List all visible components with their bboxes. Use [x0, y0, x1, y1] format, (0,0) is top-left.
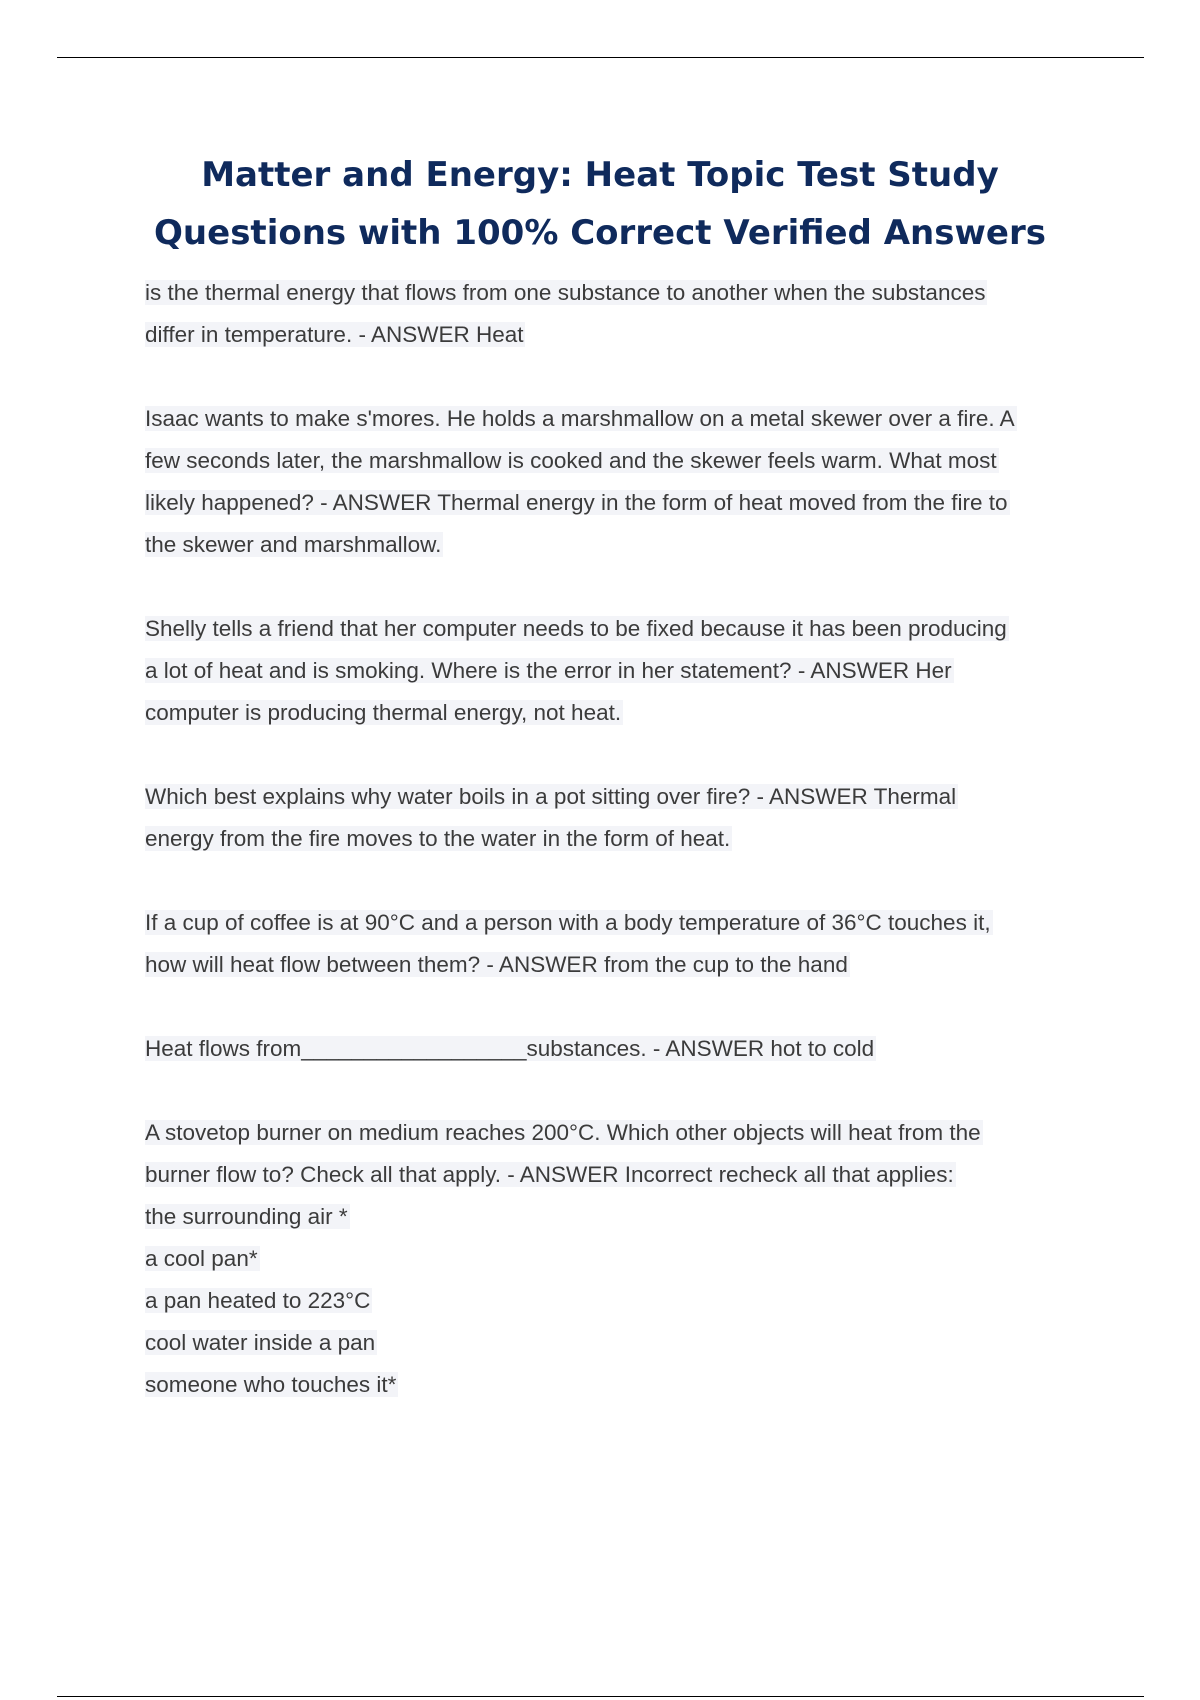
qa-line: Shelly tells a friend that her computer needs to be fixed because it has been producing	[145, 616, 1007, 641]
qa-block-computer-error	[145, 608, 1095, 734]
footer-rule	[57, 1696, 1144, 1697]
title-line-2: Questions with 100% Correct Verified Answers	[154, 213, 1046, 253]
qa-line: If a cup of coffee is at 90°C and a person with a body temperature of 36°C touches it,	[145, 910, 991, 935]
qa-line: computer is producing thermal energy, not heat.	[145, 700, 622, 725]
qa-line: burner flow to? Check all that apply. - ANSWER Incorrect recheck all that applies:	[145, 1162, 954, 1187]
qa-block-heat-definition	[145, 272, 1095, 356]
answer-option: a pan heated to 223°C	[145, 1288, 371, 1313]
qa-block-smores	[145, 398, 1095, 566]
qa-line: how will heat flow between them? - ANSWER from the cup to the hand	[145, 952, 848, 977]
qa-line: Which best explains why water boils in a pot sitting over fire? - ANSWER Thermal	[145, 784, 957, 809]
qa-block-stovetop-burner	[145, 1112, 1095, 1406]
answer-option: a cool pan*	[145, 1246, 258, 1271]
document-title	[60, 146, 1140, 262]
qa-line: Isaac wants to make s'mores. He holds a marshmallow on a metal skewer over a fire. A	[145, 406, 1015, 431]
answer-option: the surrounding air *	[145, 1204, 348, 1229]
qa-line: the skewer and marshmallow.	[145, 532, 442, 557]
answer-option: cool water inside a pan	[145, 1330, 376, 1355]
qa-line: A stovetop burner on medium reaches 200°C. Which other objects will heat from the	[145, 1120, 981, 1145]
qa-list	[145, 272, 1095, 1406]
qa-line: differ in temperature. - ANSWER Heat	[145, 322, 524, 347]
qa-block-heat-flows	[145, 1028, 1095, 1070]
title-line-1: Matter and Energy: Heat Topic Test Study	[201, 155, 999, 195]
answer-option: someone who touches it*	[145, 1372, 397, 1397]
qa-line: energy from the fire moves to the water in the form of heat.	[145, 826, 731, 851]
qa-line: Heat flows from__________________substances. - ANSWER hot to cold	[145, 1036, 875, 1061]
qa-line: is the thermal energy that flows from one substance to another when the substances	[145, 280, 986, 305]
qa-block-water-boils	[145, 776, 1095, 860]
qa-block-coffee-cup	[145, 902, 1095, 986]
qa-line: a lot of heat and is smoking. Where is the error in her statement? - ANSWER Her	[145, 658, 952, 683]
qa-line: likely happened? - ANSWER Thermal energy in the form of heat moved from the fire to	[145, 490, 1008, 515]
header-rule	[57, 57, 1144, 58]
qa-line: few seconds later, the marshmallow is cooked and the skewer feels warm. What most	[145, 448, 997, 473]
